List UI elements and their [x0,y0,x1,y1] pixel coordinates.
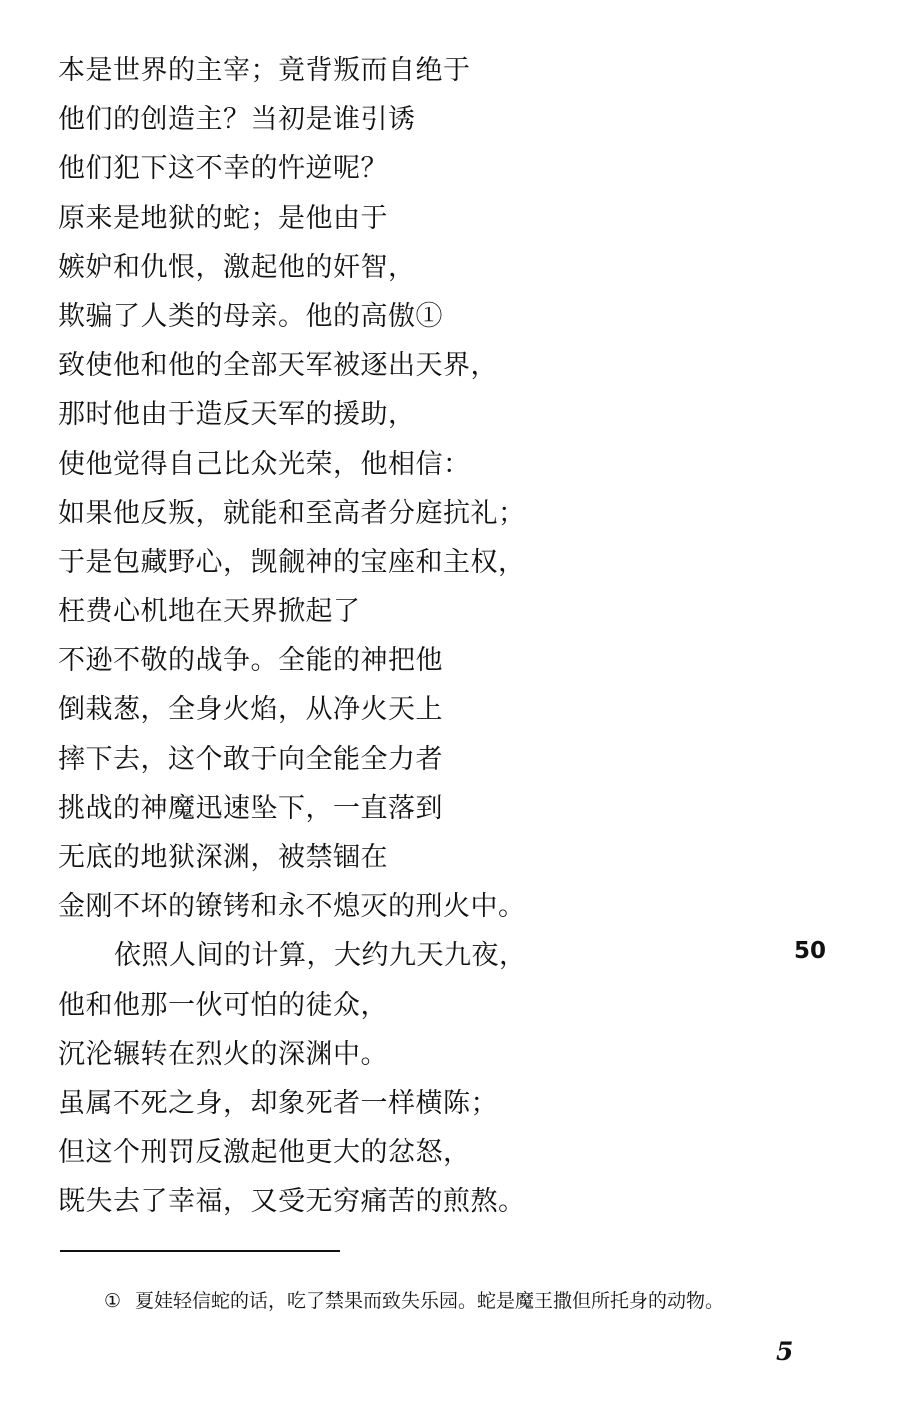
poem-line: 欺骗了人类的母亲。他的高傲① [58,300,443,332]
footnote [104,1286,724,1316]
poem-line: 挑战的神魔迅速坠下，一直落到 [58,792,443,824]
poem-line: 嫉妒和仇恨，激起他的奸智， [58,251,416,283]
poem-line: 那时他由于造反天军的援助， [58,399,416,431]
poem-line: 倒栽葱，全身火焰，从净火天上 [58,694,443,726]
poem-line: 但这个刑罚反激起他更大的忿怒， [58,1137,471,1169]
poem-line: 致使他和他的全部天军被逐出天界， [58,350,498,382]
poem-line: 原来是地狱的蛇；是他由于 [58,202,388,234]
poem-body [58,46,798,1227]
poem-line: 于是包藏野心，觊觎神的宝座和主权， [58,546,526,578]
poem-line: 依照人间的计算，大约九天九夜， [114,940,527,972]
poem-line: 沉沦辗转在烈火的深渊中。 [58,1038,388,1070]
poem-line: 无底的地狱深渊，被禁锢在 [58,842,388,873]
poem-line: 他们犯下这不幸的忤逆呢？ [58,153,388,185]
poem-line: 枉费心机地在天界掀起了 [58,596,361,628]
footnote-divider [60,1250,340,1252]
footnote-text: 夏娃轻信蛇的话，吃了禁果而致失乐园。蛇是魔王撒但所托身的动物。 [135,1290,725,1312]
poem-line: 金刚不坏的镣铐和永不熄灭的刑火中。 [58,891,526,923]
page-number: 5 [776,1337,794,1366]
poem-line: 他们的创造主？当初是谁引诱 [58,104,416,136]
poem-line: 如果他反叛，就能和至高者分庭抗礼； [58,497,526,529]
line-number: 50 [794,938,827,964]
poem-line: 既失去了幸福，又受无穷痛苦的煎熬。 [58,1186,526,1218]
poem-line: 摔下去，这个敢于向全能全力者 [58,743,443,775]
poem-line: 使他觉得自己比众光荣，他相信： [58,448,471,480]
poem-line: 他和他那一伙可怕的徒众， [58,989,388,1021]
poem-line: 不逊不敬的战争。全能的神把他 [58,645,443,677]
poem-line: 虽属不死之身，却象死者一样横陈； [58,1087,498,1119]
poem-line: 本是世界的主宰；竟背叛而自绝于 [58,55,471,86]
footnote-marker: ① [104,1290,122,1312]
